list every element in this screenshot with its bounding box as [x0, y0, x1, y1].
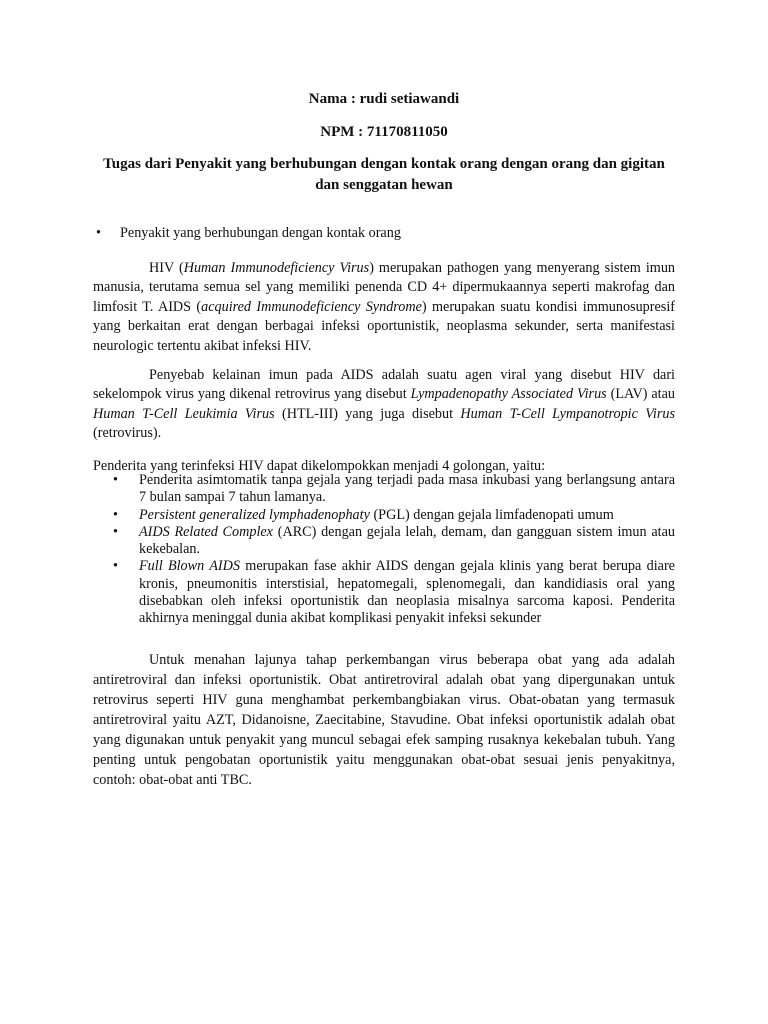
text-run: merupakan fase akhir AIDS dengan gejala klinis yang berat berupa diare kronis, pneumonitis interstisial, hepatomegali, splenomegali, dan kandidiasis oral yang disebabkan oleh infeksi oportunistik dan neoplasia misalnya sarcoma kaposi. Penderita akhirnya meninggal dunia akibat komplikasi penyakit infeksi sekunder: [139, 558, 675, 627]
list-item: [93, 558, 675, 627]
list-item: [93, 524, 675, 559]
bullet-icon: •: [113, 558, 118, 575]
text-run-italic: Human Immunodeficiency Virus: [183, 260, 370, 276]
text-run-italic: Lympadenopathy Associated Virus: [410, 386, 607, 403]
list-item: [93, 507, 675, 524]
text-run: (LAV) atau: [606, 386, 675, 403]
section-heading-text: Penyakit yang berhubungan dengan kontak orang: [120, 225, 401, 241]
text-run: HIV (: [149, 260, 184, 276]
student-npm: NPM : 71170811050: [320, 124, 448, 140]
text-run-italic: Full Blown AIDS: [139, 558, 240, 575]
paragraph-groups-intro: Penderita yang terinfeksi HIV dapat dikelompokkan menjadi 4 golongan, yaitu:: [93, 458, 546, 474]
list-item: [93, 472, 675, 507]
patient-groups-list: [93, 472, 675, 628]
text-run: (ARC) dengan gejala lelah, demam, dan gangguan sistem imun atau kekebalan.: [139, 523, 675, 558]
student-name: Nama : rudi setiawandi: [308, 91, 460, 107]
bullet-icon: •: [113, 506, 118, 523]
text-run-italic: AIDS Related Complex: [139, 523, 273, 540]
bullet-icon: •: [96, 225, 101, 241]
text-run: (retrovirus).: [93, 425, 162, 442]
text-run-italic: Persistent generalized lymphadenophaty: [139, 506, 370, 523]
text-run-italic: acquired Immunodeficiency Syndrome: [201, 298, 422, 315]
paragraph-treatment: Untuk menahan lajunya tahap perkembangan virus beberapa obat yang ada adalah antiretroviral dan infeksi oportunistik. Obat antiretroviral adalah obat yang dipergunakan untuk retrovirus seperti HIV guna menghambat perkembangbiakan virus. Obat-obatan yang termasuk antiretroviral yaitu AZT, Didanoisne, Zaecitabine, Stavudine. Obat infeksi oportunistik adalah obat yang digunakan untuk penyakit yang muncul sebagai efek samping rusaknya kekebalan tubuh. Yang penting untuk pengobatan oportunistik yaitu menggunakan obat-obat sesuai jenis penyakitnya, contoh: obat-obat anti TBC.: [93, 652, 675, 788]
bullet-icon: •: [113, 472, 118, 488]
text-run: ) merupakan suatu kondisi immunosupresif yang berkaitan erat dengan berbagai infeksi oportunistik, neoplasma sekunder, serta manifestasi neurologic tertentu akibat infeksi HIV.: [93, 298, 675, 354]
text-run-italic: Human T-Cell Lympanotropic Virus: [460, 405, 675, 422]
assignment-title: Tugas dari Penyakit yang berhubungan dengan kontak orang dengan orang dan gigitan dan senggatan hewan: [103, 156, 665, 193]
bullet-icon: •: [113, 523, 118, 540]
text-run: Penyebab kelainan imun pada AIDS adalah suatu agen viral yang disebut HIV dari sekelompok virus yang dikenal retrovirus yang disebut: [93, 367, 675, 403]
text-run: (HTL-III) yang juga disebut: [274, 405, 461, 422]
paragraph-aids-cause: [93, 366, 675, 444]
paragraph-hiv-definition: [93, 259, 675, 356]
text-run: (PGL) dengan gejala limfadenopati umum: [369, 506, 614, 523]
text-run: ) merupakan pathogen yang menyerang sistem imun manusia, terutama semua sel yang memiliki penenda CD 4+ dipermukaannya seperti makrofag dan limfosit T. AIDS (: [93, 260, 676, 315]
text-run: Penderita asimtomatik tanpa gejala yang terjadi pada masa inkubasi yang berlangsung antara 7 bulan sampai 7 tahun lamanya.: [139, 472, 675, 506]
text-run-italic: Human T-Cell Leukimia Virus: [93, 405, 275, 422]
